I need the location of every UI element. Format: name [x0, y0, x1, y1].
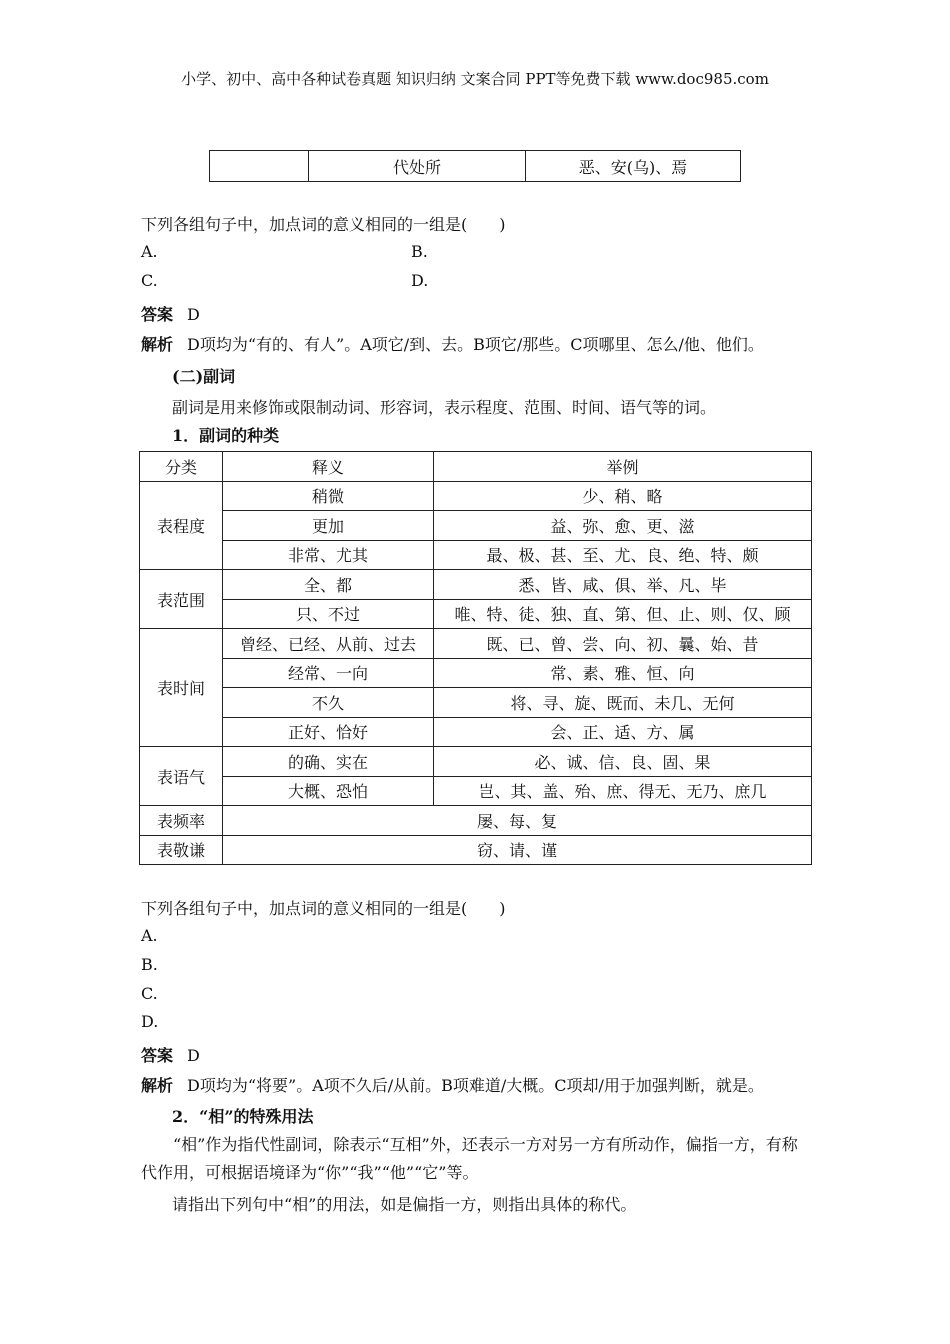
- meaning-cell: 不久: [223, 688, 434, 718]
- table-row: [140, 747, 812, 777]
- section-xiang-instruction: 请指出下列句中“相”的用法，如是偏指一方，则指出具体的称代。: [172, 1195, 637, 1214]
- table-row: [140, 658, 812, 688]
- table-row: [140, 776, 812, 806]
- top-table-cell-empty: [210, 151, 309, 182]
- section-xiang-paragraph: “相”作为指代性副词，除表示“互相”外，还表示一方对另一方有所动作，偏指一方，有称代作用，可根据语境译为“你”“我”“他”“它”等。: [141, 1135, 798, 1182]
- examples-cell: 会、正、适、方、属: [434, 717, 812, 747]
- meaning-cell: 经常、一向: [223, 658, 434, 688]
- section-xiang-title: 2．“相”的特殊用法: [172, 1107, 314, 1126]
- category-cell: 表敬谦: [140, 835, 223, 865]
- examples-cell: 既、已、曾、尝、向、初、曩、始、昔: [434, 629, 812, 659]
- header-examples: 举例: [434, 452, 812, 482]
- q1-answer: [141, 302, 200, 325]
- q2-stem: 下列各组句子中，加点词的意义相同的一组是( ): [141, 899, 506, 918]
- q1-analysis-label: 解析: [141, 335, 174, 354]
- table-row: [140, 540, 812, 570]
- category-cell: 表时间: [140, 629, 223, 747]
- meaning-cell: 的确、实在: [223, 747, 434, 777]
- examples-cell: 屡、每、复: [223, 806, 812, 836]
- q1-stem: 下列各组句子中，加点词的意义相同的一组是( ): [141, 215, 506, 234]
- examples-cell: 唯、特、徒、独、直、第、但、止、则、仅、顾: [434, 599, 812, 629]
- q1-option-a: A.: [141, 242, 158, 261]
- q1-option-b: B.: [411, 242, 428, 261]
- q1-option-c: C.: [141, 271, 158, 290]
- examples-cell: 悉、皆、咸、俱、举、凡、毕: [434, 570, 812, 600]
- adverb-table: [139, 451, 812, 865]
- q1-answer-value: D: [187, 305, 200, 324]
- meaning-cell: 稍微: [223, 481, 434, 511]
- examples-cell: 岂、其、盖、殆、庶、得无、无乃、庶几: [434, 776, 812, 806]
- examples-cell: 最、极、甚、至、尤、良、绝、特、颇: [434, 540, 812, 570]
- q2-option-a: A.: [141, 926, 158, 945]
- table-row: [140, 599, 812, 629]
- examples-cell: 益、弥、愈、更、滋: [434, 511, 812, 541]
- table-row: [140, 511, 812, 541]
- table-row: [140, 688, 812, 718]
- examples-cell: 少、稍、略: [434, 481, 812, 511]
- q2-analysis: [141, 1073, 764, 1096]
- adverb-table-header-row: [140, 452, 812, 482]
- q2-answer: [141, 1043, 200, 1066]
- q2-answer-value: D: [187, 1046, 200, 1065]
- meaning-cell: 更加: [223, 511, 434, 541]
- meaning-cell: 全、都: [223, 570, 434, 600]
- table-row: [140, 717, 812, 747]
- q1-answer-label: 答案: [141, 305, 174, 324]
- meaning-cell: 曾经、已经、从前、过去: [223, 629, 434, 659]
- q2-option-b: B.: [141, 955, 158, 974]
- top-table: [209, 150, 741, 182]
- section-adverb-intro: 副词是用来修饰或限制动词、形容词，表示程度、范围、时间、语气等的词。: [172, 398, 717, 417]
- examples-cell: 必、诚、信、良、固、果: [434, 747, 812, 777]
- page-header: 小学、初中、高中各种试卷真题 知识归纳 文案合同 PPT等免费下载 www.doc985.com: [181, 70, 769, 88]
- q2-answer-label: 答案: [141, 1046, 174, 1065]
- q2-analysis-text: D项均为“将要”。A项不久后/从前。B项难道/大概。C项却/用于加强判断，就是。: [187, 1076, 764, 1095]
- table-row: [140, 570, 812, 600]
- table-row: [140, 835, 812, 865]
- q2-analysis-label: 解析: [141, 1076, 174, 1095]
- q1-analysis: [141, 332, 764, 355]
- header-category: 分类: [140, 452, 223, 482]
- top-table-cell-examples: 恶、安(乌)、焉: [526, 151, 741, 182]
- table-row: [140, 806, 812, 836]
- q2-option-c: C.: [141, 984, 158, 1003]
- q1-analysis-text: D项均为“有的、有人”。A项它/到、去。B项它/那些。C项哪里、怎么/他、他们。: [187, 335, 764, 354]
- category-cell: 表范围: [140, 570, 223, 629]
- table-row: [140, 481, 812, 511]
- top-table-cell-meaning: 代处所: [309, 151, 526, 182]
- examples-cell: 将、寻、旋、既而、未几、无何: [434, 688, 812, 718]
- header-meaning: 释义: [223, 452, 434, 482]
- examples-cell: 窃、请、谨: [223, 835, 812, 865]
- meaning-cell: 正好、恰好: [223, 717, 434, 747]
- category-cell: 表语气: [140, 747, 223, 806]
- meaning-cell: 大概、恐怕: [223, 776, 434, 806]
- meaning-cell: 只、不过: [223, 599, 434, 629]
- meaning-cell: 非常、尤其: [223, 540, 434, 570]
- q1-option-d: D.: [411, 271, 429, 290]
- q2-option-d: D.: [141, 1012, 159, 1031]
- section-adverb-title: (二)副词: [172, 367, 236, 386]
- table-row: [140, 629, 812, 659]
- adverb-types-heading: 1．副词的种类: [172, 426, 280, 445]
- category-cell: 表程度: [140, 481, 223, 570]
- examples-cell: 常、素、雅、恒、向: [434, 658, 812, 688]
- category-cell: 表频率: [140, 806, 223, 836]
